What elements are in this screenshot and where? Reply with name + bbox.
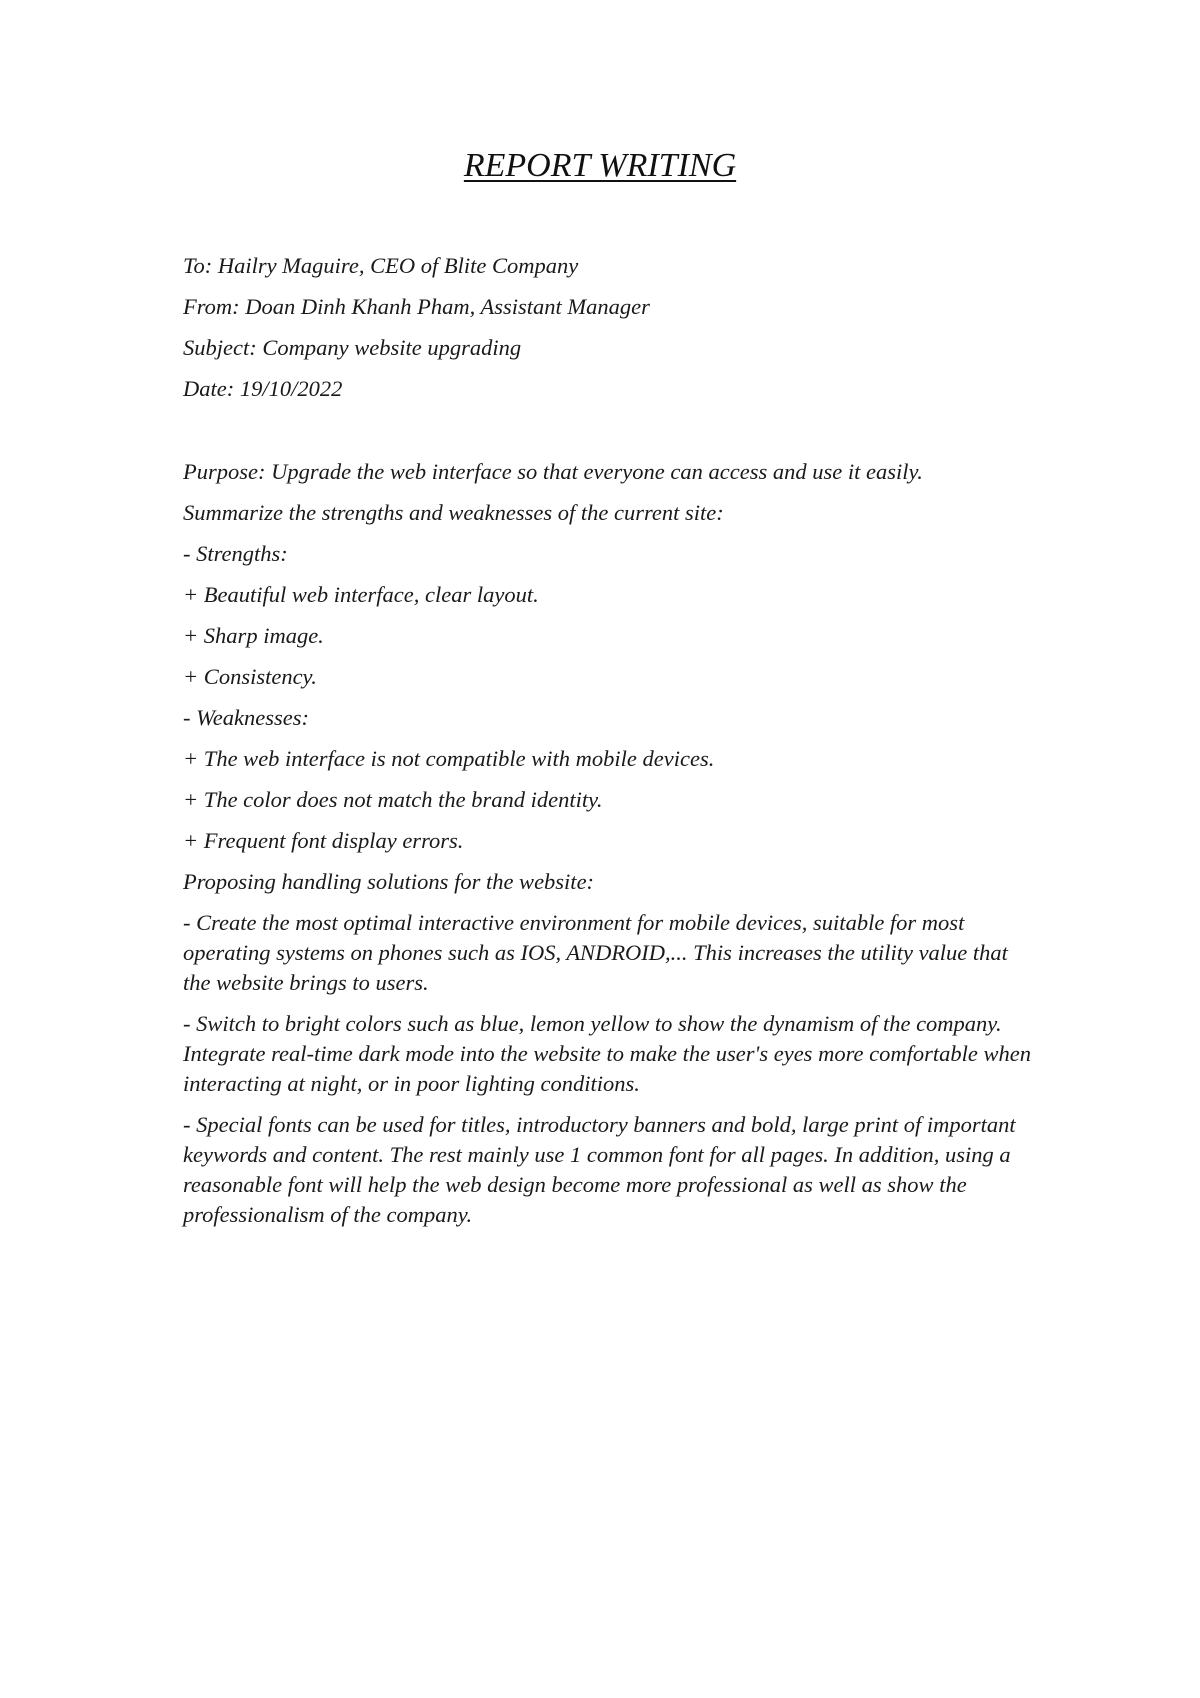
strengths-heading: - Strengths: [183,541,288,566]
weaknesses-heading: - Weaknesses: [183,705,310,730]
memo-date: Date: 19/10/2022 [183,376,343,401]
weakness-item: + The web interface is not compatible with mobile devices. [183,746,715,771]
strength-item: + Beautiful web interface, clear layout. [183,582,539,607]
solution-paragraph: - Special fonts can be used for titles, introductory banners and bold, large print of important keywords and content. The rest mainly use 1 common font for all pages. In addition, using a reasonable font will help the web design become more professional as well as show the professionalism of the company. [183,1112,1016,1227]
strength-item: + Sharp image. [183,623,324,648]
memo-to: To: Hailry Maguire, CEO of Blite Company [183,253,579,278]
solution-paragraph: - Create the most optimal interactive environment for mobile devices, suitable for most operating systems on phones such as IOS, ANDROID,... This increases the utility value that the website brings to users. [183,910,1008,995]
strength-item: + Consistency. [183,664,317,689]
memo-header [183,251,1033,415]
weakness-item: + The color does not match the brand identity. [183,787,603,812]
solutions-heading: Proposing handling solutions for the website: [183,869,595,894]
weakness-item: + Frequent font display errors. [183,828,464,853]
purpose-paragraph: Purpose: Upgrade the web interface so that everyone can access and use it easily. [183,459,923,484]
solution-paragraph: - Switch to bright colors such as blue, lemon yellow to show the dynamism of the company. Integrate real-time dark mode into the website to make the user's eyes more comfortable when interacting at night, or in poor lighting conditions. [183,1011,1031,1096]
document-title: REPORT WRITING [463,147,737,184]
memo-from: From: Doan Dinh Khanh Pham, Assistant Manager [183,294,650,319]
memo-subject: Subject: Company website upgrading [183,335,522,360]
summary-heading: Summarize the strengths and weaknesses of the current site: [183,500,724,525]
report-body [183,457,1033,1241]
